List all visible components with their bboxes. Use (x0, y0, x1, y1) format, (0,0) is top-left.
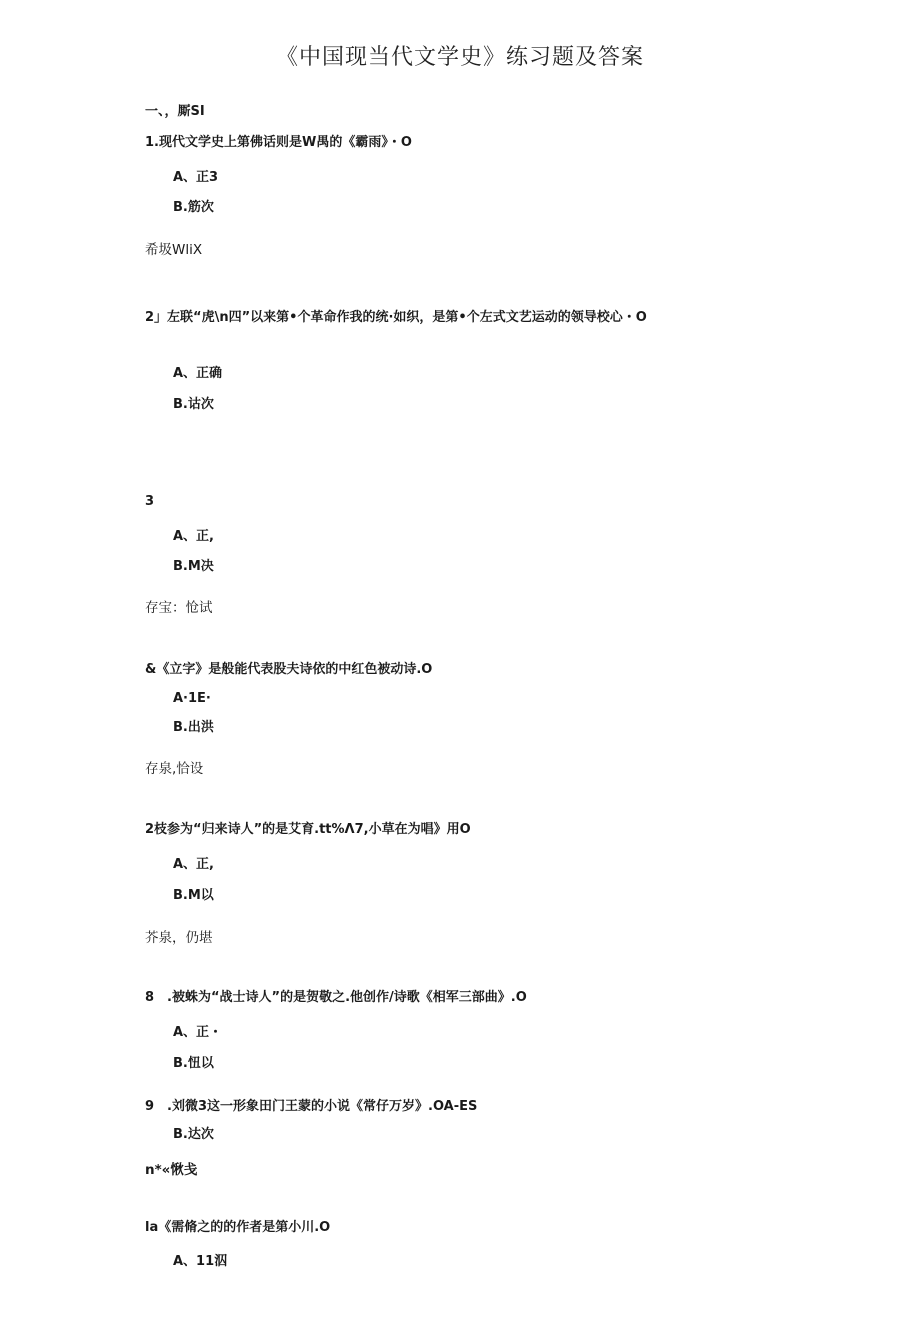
question-3-option-a: A、正, (173, 529, 214, 544)
section-heading: 一、，厮SI (145, 104, 205, 119)
question-7-answer: n*«愀戋 (145, 1162, 198, 1178)
question-1-answer: 希圾WliX (145, 242, 203, 258)
question-7-option-b: B.达次 (173, 1127, 214, 1142)
question-5-option-b: B.M以 (173, 888, 214, 903)
question-5-option-a: A、正, (173, 857, 214, 872)
question-6-option-b: B.忸以 (173, 1056, 214, 1071)
question-5: 2枝参为“归来诗人”的是艾育.tt%Λ7,小草在为唱》用O (145, 822, 471, 837)
question-2-option-b: B.诂次 (173, 397, 214, 412)
question-5-answer: 芥泉，仍堪 (145, 930, 213, 946)
document-title: 《中国现当代文学史》练习题及答案 (275, 45, 644, 70)
question-1-option-a: A、正3 (173, 170, 219, 185)
question-6-option-a: A、正・ (173, 1025, 223, 1040)
question-2: 2」左联“虎\n四”以来第•个革命作我的统·如织，是第•个左式文艺运动的领导校心・O (145, 310, 647, 325)
question-8-option-a: A、11泅 (173, 1254, 228, 1269)
question-6: 8 .被蛛为“战士诗人”的是贺敬之.他创作/诗歌《相军三部曲》.O (145, 990, 527, 1005)
question-1-option-b: B.筋次 (173, 200, 214, 215)
question-3-option-b: B.M决 (173, 559, 214, 574)
question-4-answer: 存泉,恰设 (145, 761, 204, 777)
question-7: 9 .刘微3这一形象田门王蒙的小说《常仔万岁》.OA-ES (145, 1099, 478, 1114)
question-4-option-b: B.出洪 (173, 720, 214, 735)
question-1: 1.现代文学史上第佛话则是W禺的《霸雨》・O (145, 135, 412, 150)
question-8: la《需脩之的的作者是第小川.O (145, 1220, 331, 1235)
question-3: 3 (145, 494, 155, 509)
question-4-option-a: A·1E· (173, 691, 211, 706)
question-3-answer: 存宝：怆试 (145, 600, 213, 616)
question-4: &《立字》是般能代表股夫诗依的中红色被动诗.O (145, 662, 433, 677)
question-2-option-a: A、正确 (173, 366, 223, 381)
